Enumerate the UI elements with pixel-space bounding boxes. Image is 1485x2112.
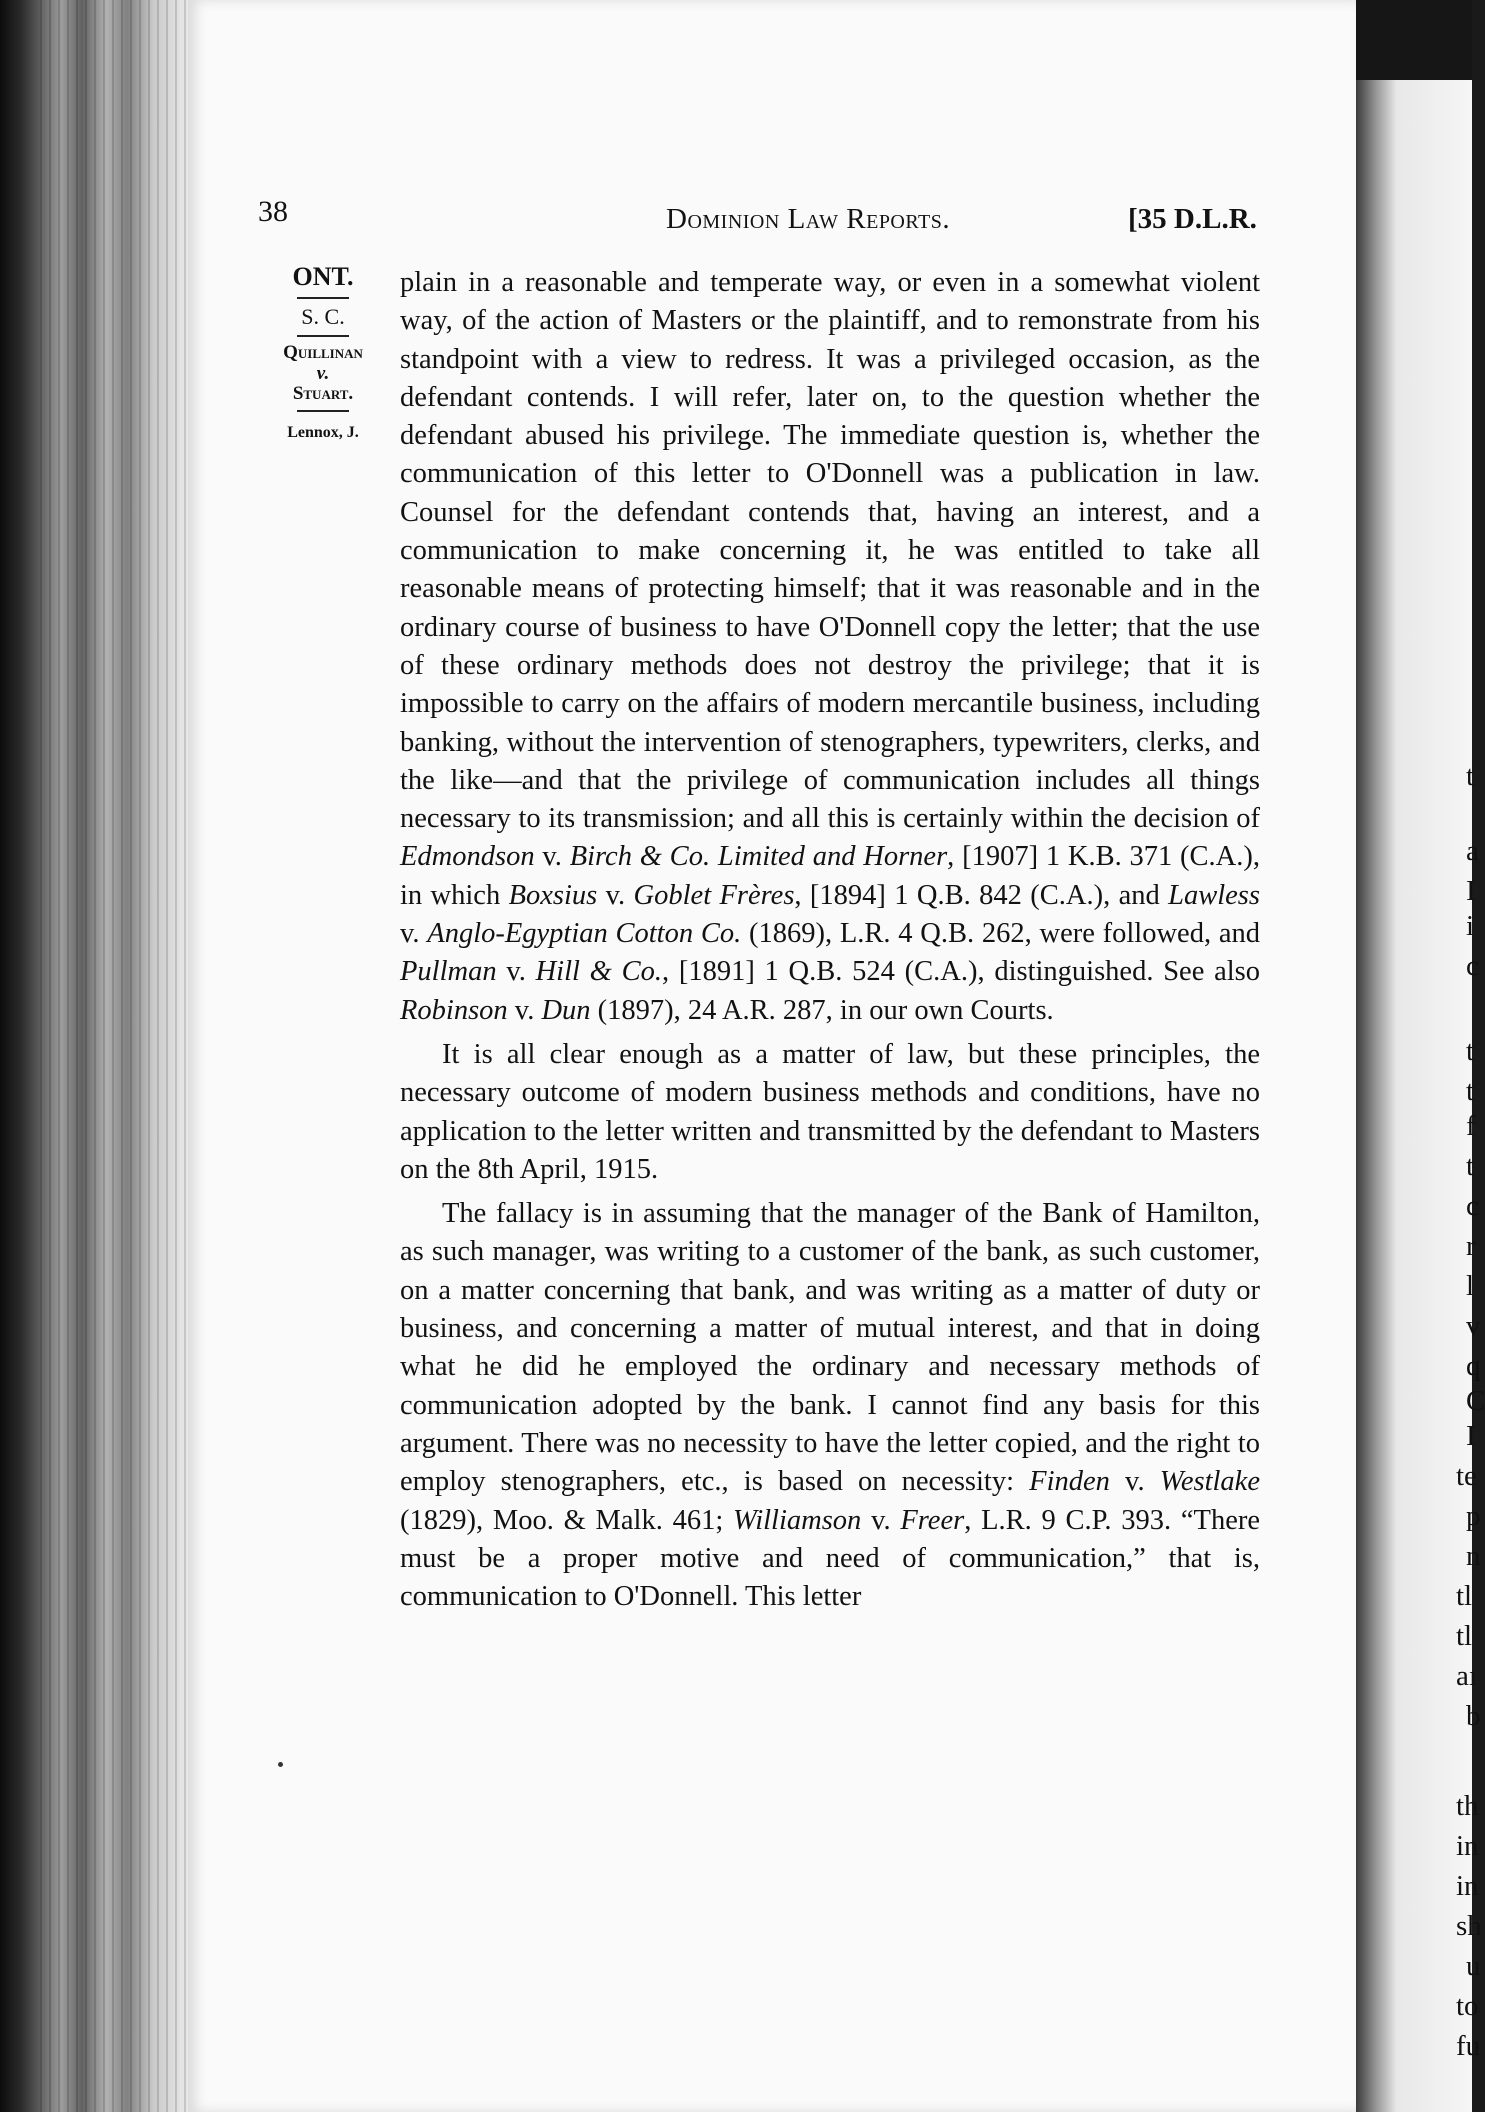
next-page-fragment: t (1466, 1150, 1475, 1182)
next-page-fragment: t (1466, 1035, 1475, 1067)
party-two: Stuart. (292, 383, 354, 404)
next-page-fragment: i (1466, 910, 1475, 942)
next-page-fragment: t (1466, 760, 1475, 792)
divider (297, 297, 349, 299)
next-page-fragment: u (1466, 1950, 1481, 1982)
next-page-fragment: sh (1456, 1910, 1482, 1942)
next-page-fragment: I (1466, 875, 1476, 907)
volume-reference: [35 D.L.R. (1128, 203, 1257, 235)
next-page-fragment: f (1466, 1110, 1476, 1142)
body-text (400, 264, 1260, 1616)
next-page-fragment: n (1466, 1540, 1481, 1572)
next-page-fragment: tl (1456, 1580, 1473, 1612)
next-page-fragment: in (1456, 1830, 1479, 1862)
paragraph: plain in a reasonable and temperate way, or even in a somewhat violent way, of the action of Masters or the plaintiff, and to remonstrate from his standpoint with a view to redress. It was a privileged occasion, as the defendant contends. I will refer, later on, to the question whether the defendant abused his privilege. The immediate question is, whether the communication of this letter to O'Donnell was a publication in law. Counsel for the defendant contends that, having an interest, and a communication to make concerning it, he was entitled to take all reasonable means of protecting himself; that it was reasonable and in the ordinary course of business to have O'Donnell copy the letter; that the use of these ordinary methods does not destroy the privilege; that it is impossible to carry on the affairs of modern mercantile business, including banking, without the intervention of stenographers, typewriters, clerks, and the like—and that the privilege of communication includes all things necessary to its transmission; and all this is certainly within the decision of Edmondson v. Birch & Co. Limited and Horner, [1907] 1 K.B. 371 (C.A.), in which Boxsius v. Goblet Frères, [1894] 1 Q.B. 842 (C.A.), and Lawless v. Anglo-Egyptian Cotton Co. (1869), L.R. 4 Q.B. 262, were followed, and Pullman v. Hill & Co., [1891] 1 Q.B. 524 (C.A.), distinguished. See also Robinson v. Dun (1897), 24 A.R. 287, in our own Courts. (400, 267, 1260, 1026)
paragraph: The fallacy is in assuming that the manager of the Bank of Hamilton, as such manager, was writing to a customer of the bank, as such customer, on a matter concerning that bank, and was writing as a matter of duty or business, and concerning a matter of mutual interest, and that in doing what he did he employed the ordinary and necessary methods of communication adopted by the bank. I cannot find any basis for this argument. There was no necessity to have the letter copied, and the right to employ stenographers, etc., is based on necessity: Finden v. Westlake (1829), Moo. & Malk. 461; Williamson v. Freer, L.R. 9 C.P. 393. “There must be a proper motive and need of communication,” that is, communication to O'Donnell. This letter (400, 1198, 1260, 1613)
division-label: S. C. (301, 304, 345, 329)
next-page-fragment: I (1466, 1420, 1476, 1452)
next-page-fragment: t (1466, 1075, 1475, 1107)
paragraph: It is all clear enough as a matter of law, but these principles, the necessary outcome of modern business methods and conditions, have no application to the letter written and transmitted by the defendant to Masters on the 8th April, 1915. (400, 1038, 1260, 1185)
judge-label: Lennox, J. (287, 424, 359, 441)
running-title: Dominion Law Reports. (666, 203, 951, 235)
next-page-fragment: q (1466, 1350, 1481, 1382)
next-page-fragment: th (1456, 1790, 1479, 1822)
next-page-fragment: C (1466, 1385, 1485, 1417)
next-page-fragment: v (1466, 1310, 1481, 1342)
next-page-fragment: in (1456, 1870, 1479, 1902)
party-one: Quillinan (283, 342, 363, 363)
next-page-fragment: aı (1456, 1660, 1477, 1692)
court-label: ONT. (292, 262, 354, 291)
next-page-fragment: a (1466, 835, 1479, 867)
running-header (258, 195, 1278, 245)
next-page-fragment: tl (1456, 1620, 1473, 1652)
page-number: 38 (258, 195, 288, 228)
next-page-fragment: l (1466, 1270, 1475, 1302)
next-page-fragment: c (1466, 1190, 1479, 1222)
versus: v. (316, 363, 330, 384)
next-page-fragment: to (1456, 1990, 1479, 2022)
next-page-fragment: fu (1456, 2030, 1481, 2062)
next-page-fragment: c (1466, 950, 1479, 982)
next-page-fragment: r (1466, 1230, 1476, 1262)
divider (297, 335, 349, 337)
next-page-fragment: b (1466, 1700, 1481, 1732)
divider (297, 410, 349, 412)
margin-mark (278, 1762, 283, 1767)
next-page-fragment: te (1456, 1460, 1477, 1492)
margin-note (262, 262, 384, 442)
next-page-fragment: p (1466, 1500, 1481, 1532)
